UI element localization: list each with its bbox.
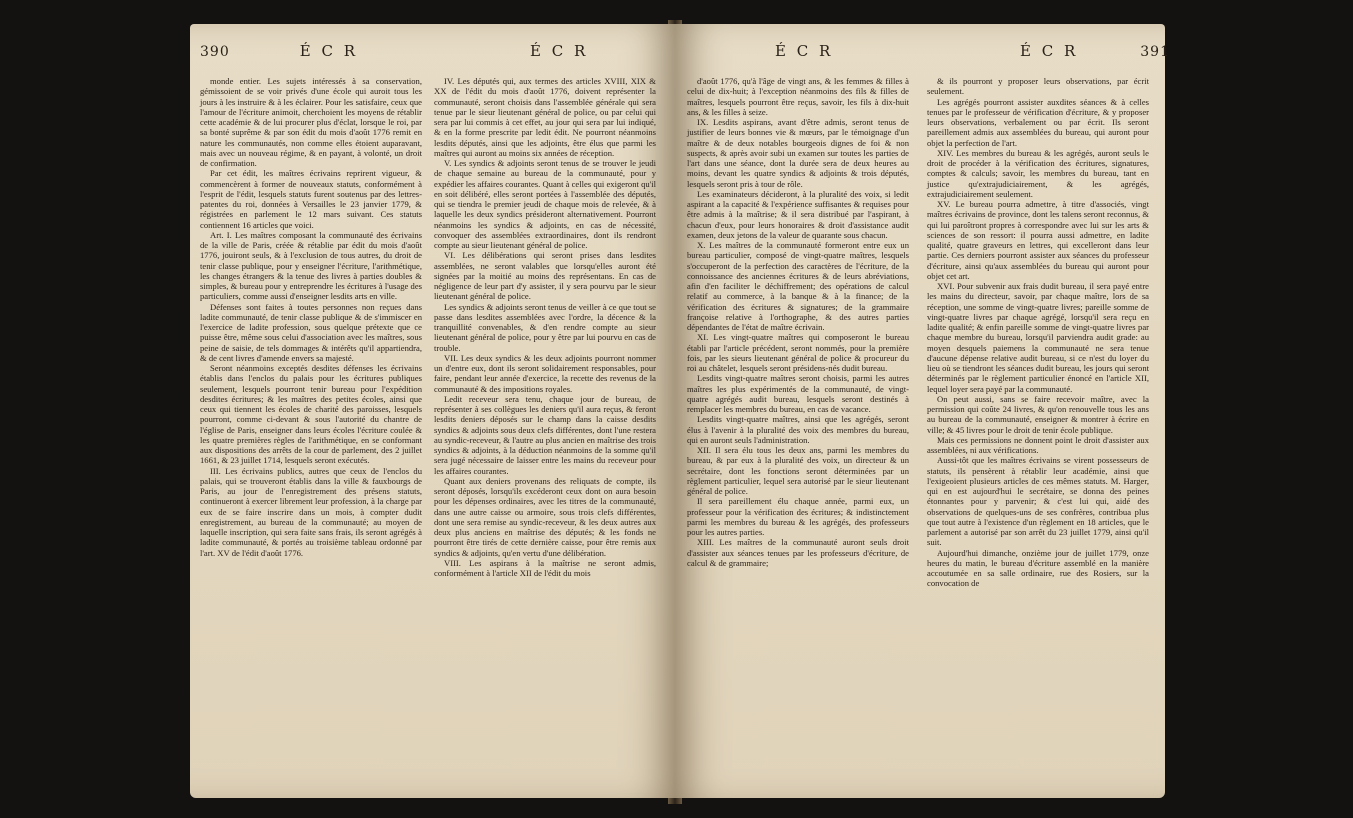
paragraph: Aujourd'hui dimanche, onzième jour de juillet 1779, onze heures du matin, le bureau d'écriture assemblé en la manière accoutumée en sa salle ordinaire, rue des Rosiers, sur la convocation de xyxy=(927,547,1149,589)
paragraph: Défenses sont faites à toutes personnes non reçues dans ladite communauté, de tenir classe publique & de s'immiscer en l'exercice de ladite profession, sous quelque prétexte que ce puisse être, même sous celui d'association avec les maîtres, sous peine de saisie, de tels dommages & intérêts qu'il appartiendra, & de cent livres d'amende envers sa majesté. xyxy=(200,301,422,363)
right-running-head: É C R xyxy=(775,42,834,60)
paragraph: III. Les écrivains publics, autres que ceux de l'enclos du palais, qui se trouveront établis dans la ville & fauxbourgs de Paris, au jour de l'enregistrement des présens statuts, continueront à exercer librement leur profession, à la charge par eux de se faire inscrire dans un mois, à compter dudit enregistrement, au bureau de la communauté; au moyen de laquelle inscription, qui sera faite sans frais, ils seront agrégés à ladite communauté, & portés au troisième tableau ordonné par l'art. XV de l'édit d'août 1776. xyxy=(200,465,422,558)
paragraph: Par cet édit, les maîtres écrivains reprirent vigueur, & commencèrent à former de nouveaux statuts, conformément à l'esprit de l'édit, lesquels statuts furent soutenus par des lettres-patentes du roi, données à Versailles le 23 janvier 1779, & régistrées en parlement le 12 mars suivant. Ces statuts contiennent 16 articles que voici. xyxy=(200,168,422,230)
left-head-letters: É C R xyxy=(299,42,358,60)
paragraph: Mais ces permissions ne donnent point le droit d'assister aux assemblées, ni aux vérifications. xyxy=(927,434,1149,455)
paragraph: IV. Les députés qui, aux termes des articles XVIII, XIX & XX de l'édit du mois d'août 1776, doivent représenter la communauté, seront choisis dans l'assemblée générale qui sera tenue par le sieur lieutenant général de police, ou par celui qui sera par lui commis à cet effet, au jour qui sera par lui indiqué, & en la forme prescrite par ledit édit. Ne pourront néanmoins lesdits députés, ainsi que les adjoints, être élus que parmi les maîtres qui auront au moins six années de réception. xyxy=(434,76,656,158)
paragraph: Il sera pareillement élu chaque année, parmi eux, un professeur pour la vérification des écritures; & indistinctement parmi les membres du bureau & les agrégés, des professeurs pour les autres parties. xyxy=(687,496,909,537)
paragraph: XIII. Les maîtres de la communauté auront seuls droit d'assister aux séances tenues par les professeurs d'écriture, de calcul & de grammaire; xyxy=(687,537,909,568)
paragraph: Les examinateurs décideront, à la pluralité des voix, si ledit aspirant a la capacité & l'expérience suffisantes & requises pour être admis à la maîtrise; & il sera distribué par l'aspirant, à chacun d'eux, pour leurs honoraires & droit d'assistance audit examen, deux jetons de la valeur de quarante sous chacun. xyxy=(687,188,909,240)
paragraph: Lesdits vingt-quatre maîtres, ainsi que les agrégés, seront élus à l'avenir à la pluralité des voix des membres du bureau, qui en auront seuls l'administration. xyxy=(687,414,909,445)
paragraph: Quant aux deniers provenans des reliquats de compte, ils seront déposés, lorsqu'ils excéderont ceux dont on aura besoin pour les dépenses ordinaires, avec les titres de la communauté, dans une autre caisse ou armoire, sous trois clefs différentes, dont une sera remise au syndic-receveur, & les deux autres aux deux plus anciens en maîtrise des députés; & les fonds ne pourront être tirés de cette dernière caisse, pour être remis aux syndics & adjoints, qu'en vertu d'une délibération. xyxy=(434,475,656,558)
paragraph: Aussi-tôt que les maîtres écrivains se virent possesseurs de statuts, ils pensèrent à rétablir leur académie, ainsi que l'exigeoient plusieurs articles de ces mêmes statuts. M. Harger, qui en est aujourd'hui le secrétaire, se donna des peines étonnantes pour y parvenir; & c'est lui qui, aidé des observations de quelques-uns de ses confrères, contribua plus que tout autre à l'existence d'un règlement en 18 articles, que le parlement a autorisé par son arrêt du 23 juillet 1779, ainsi qu'il suit. xyxy=(927,455,1149,548)
paragraph: d'août 1776, qu'à l'âge de vingt ans, & les femmes & filles à celui de dix-huit; à l'exception néanmoins des fils & filles de maîtres, lesquels pourront être reçus, savoir, les fils à dix-huit ans, & les filles à seize. xyxy=(687,76,909,117)
left-column-1 xyxy=(200,76,422,788)
right-head-letters: É C R xyxy=(1020,42,1079,60)
paragraph: On peut aussi, sans se faire recevoir maître, avec la permission qui coûte 24 livres, & qu'on renouvelle tous les ans au bureau de la communauté, enseigner & montrer à écrire en ville; & 45 livres pour le droit de tenir école publique. xyxy=(927,393,1149,435)
paragraph: XV. Le bureau pourra admettre, à titre d'associés, vingt maîtres écrivains de province, dont les talens seront reconnus, & qui lui paroîtront propres à correspondre avec lui sur les arts & sciences de son ressort: il pourra aussi admettre, en ladite qualité, quatre graveurs en lettres, qui excelleront dans leur partie. Ces derniers pourront assister aux séances du professeur d'écriture, ainsi qu'aux assemblées du bureau qui auront pour objet cet art. xyxy=(927,199,1149,281)
paragraph: monde entier. Les sujets intéressés à sa conservation, gémissoient de se voir privés d'une école qui auroit tous les jours à les instruire & à les éclairer. Pour les satisfaire, ceux que l'amour de l'écriture animoit, cherchoient les moyens de rétablir cette académie & de lui procurer plus d'éclat, lorsque le roi, par sa bonté suprême & par son édit du mois d'août 1776 remit en nature les communautés, non comme elles étoient auparavant, mais avec un nouveau régime, & en payant, à volonté, un droit de confirmation. xyxy=(200,76,422,168)
paragraph: Ledit receveur sera tenu, chaque jour de bureau, de représenter à ses collègues les deniers qu'il aura reçus, & feront lesdits deniers déposés sur le champ dans la caisse desdits syndics & adjoints sous deux clefs différentes, dont l'une restera au syndic-receveur, & l'autre au plus ancien en maîtrise des trois syndics & adjoints, à la déduction néanmoins de la somme qu'il sera jugé nécessaire de laisser entre les mains du receveur pour les affaires courantes. xyxy=(434,393,656,476)
paragraph: Seront néanmoins exceptés desdites défenses les écrivains établis dans l'enclos du palais pour les écritures publiques seulement, lesquels pourront tenir bureau pour l'expédition desdites écritures; & les maîtres des petites écoles, ainsi que ceux qui tiennent les écoles de charité des paroisses, lesquels pourront, comme ci-devant & sous l'autorité du chantre de l'église de Paris, enseigner dans leurs écoles l'écriture coulée & les quatre premières règles de l'arithmétique, en se conformant aux dispositions des arrêts de la cour de parlement, des 2 juillet 1661, & 23 juillet 1714, lesquels seront exécutés. xyxy=(200,363,422,466)
left-running-head xyxy=(200,42,358,60)
paragraph: XVI. Pour subvenir aux frais dudit bureau, il sera payé entre les mains du directeur, savoir, par chaque maître, lors de sa réception, une somme de vingt-quatre livres; pareille somme de vingt-quatre livres par chaque agrégé, lorsqu'il sera reçu en ladite qualité; & enfin pareille somme de vingt-quatre livres par chaque membre du bureau, lorsqu'il parviendra audit grade: au moyen desquels paiemens la communauté ne sera tenue d'aucune dépense relative audit bureau, si ce n'est du loyer du lieu où se tiendront les séances dudit bureau, les jours qui seront déterminés par le règlement particulier énoncé en l'article XII, lequel loyer sera payé par la communauté. xyxy=(927,281,1149,394)
paragraph: XII. Il sera élu tous les deux ans, parmi les membres du bureau, & par eux à la pluralité des voix, un directeur & un secrétaire, dont les fonctions seront déterminées par un règlement particulier, lequel sera autorisé par le sieur lieutenant général de police. xyxy=(687,445,909,496)
paragraph: XI. Les vingt-quatre maîtres qui composeront le bureau établi par l'article précédent, seront nommés, pour la première fois, par les sieurs lieutenant général de police & procureur du roi au châtelet, lesquels seront présidens-nés dudit bureau. xyxy=(687,332,909,373)
left-column-2 xyxy=(434,76,656,788)
right-page xyxy=(675,24,1170,798)
right-running-head-2 xyxy=(1020,42,1170,60)
left-page xyxy=(190,24,675,798)
paragraph: VIII. Les aspirans à la maîtrise ne seront admis, conformément à l'article XII de l'édit du mois xyxy=(434,557,656,578)
paragraph: Lesdits vingt-quatre maîtres seront choisis, parmi les autres maîtres les plus expérimentés de la communauté, de vingt-quatre agrégés audit bureau, lesquels seront destinés à remplacer les membres du bureau, en cas de vacance. xyxy=(687,373,909,414)
left-running-head-2: É C R xyxy=(530,42,589,60)
paragraph: & ils pourront y proposer leurs observations, par écrit seulement. xyxy=(927,76,1149,97)
paragraph: VII. Les deux syndics & les deux adjoints pourront nommer un d'entre eux, dont ils seront solidairement responsables, pour faire, pendant leur année d'exercice, la recette des revenus de la communauté & des impositions royales. xyxy=(434,352,656,394)
paragraph: Les agrégés pourront assister auxdites séances & à celles tenues par le professeur de vérification d'écriture, & y proposer leurs observations, verbalement ou par écrit. Ils seront pareillement admis aux assemblées du bureau, qui auront pour objet la perfection de l'art. xyxy=(927,96,1149,148)
right-page-number: 391 xyxy=(1140,44,1170,60)
paragraph: Les syndics & adjoints seront tenus de veiller à ce que tout se passe dans lesdites assemblées avec l'ordre, la décence & la tranquillité convenables, & d'en rendre compte au sieur lieutenant général de police, pour y être par lui pourvu en cas de trouble. xyxy=(434,301,656,353)
paragraph: VI. Les délibérations qui seront prises dans lesdites assemblées, ne seront valables que lorsqu'elles auront été signées par la moitié au moins des représentans. En cas de négligence de leur part d'y assister, il y sera pourvu par le sieur lieutenant général de police. xyxy=(434,250,656,302)
paragraph: X. Les maîtres de la communauté formeront entre eux un bureau particulier, composé de vingt-quatre maîtres, lesquels s'occuperont de la perfection des caractères de l'écriture, de la connoissance des anciennes écritures & de leurs abréviations, afin d'en faciliter le déchiffrement; des opérations de calcul relatif au commerce, à la banque & à la finance; de la vérification des écritures & signatures; de la grammaire françoise relative à l'orthographe, & des autres parties dépendantes de l'état de maître écrivain. xyxy=(687,240,909,332)
left-page-number: 390 xyxy=(200,44,230,60)
right-column-1 xyxy=(687,76,909,788)
paragraph: IX. Lesdits aspirans, avant d'être admis, seront tenus de justifier de leurs bonnes vie & mœurs, par le témoignage d'un maître & de deux notables bourgeois dignes de foi & non suspects, & après avoir subi un examen sur toutes les parties de l'art dans une séance, dont la durée sera de deux heures au moins, devant les quatre syndics & adjoints & trois députés, lesquels seront pris à tour de rôle. xyxy=(687,117,909,189)
paragraph: XIV. Les membres du bureau & les agrégés, auront seuls le droit de procéder à la vérification des écritures, signatures, comptes & calculs; savoir, les membres du bureau, tant en justice qu'extrajudiciairement, & les agrégés, extrajudiciairement seulement. xyxy=(927,147,1149,199)
paragraph: V. Les syndics & adjoints seront tenus de se trouver le jeudi de chaque semaine au bureau de la communauté, pour y expédier les affaires courantes. Quant à celles qui exigeront qu'il en soit délibéré, elles seront portées à l'assemblée des députés, qui se tiendra le premier jeudi de chaque mois de relevée, & à laquelle les deux syndics présideront alternativement. Pourront néanmoins les syndics & adjoints, en cas de nécessité, convoquer des assemblées extraordinaires, dont ils rendront compte au sieur lieutenant général de police. xyxy=(434,158,656,250)
paragraph: Art. I. Les maîtres composant la communauté des écrivains de la ville de Paris, créée & rétablie par édit du mois d'août 1776, jouiront seuls, & à l'exclusion de tous autres, du droit de tenir classe publique, pour y enseigner l'écriture, l'arithmétique, les changes étrangers & la tenue des livres à parties doubles & simples, & bureau pour y entreprendre les écritures à l'usage des particuliers, comme aussi d'enseigner lesdits arts en ville. xyxy=(200,229,422,302)
right-column-2 xyxy=(927,76,1149,788)
